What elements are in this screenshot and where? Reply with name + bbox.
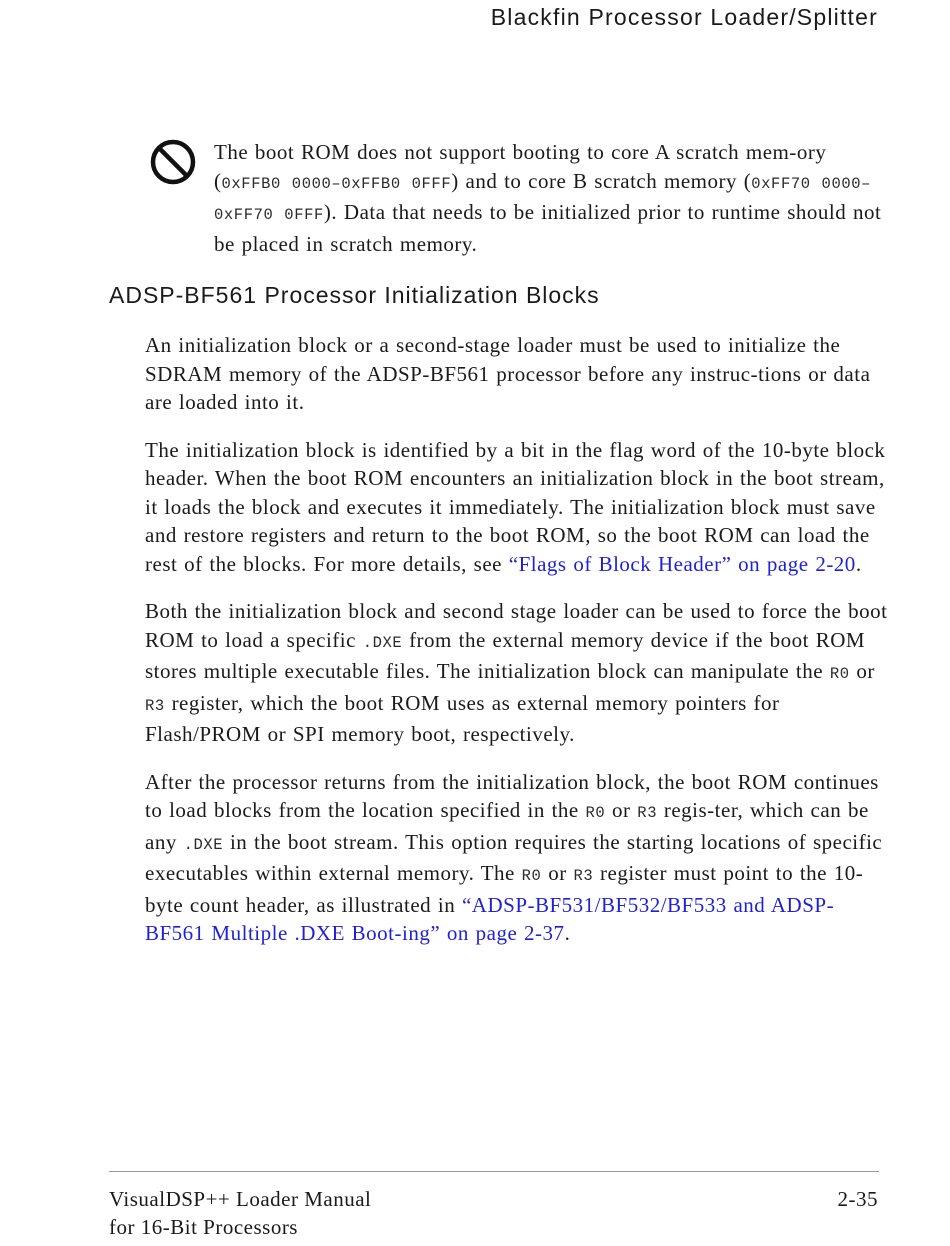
footer-line-2: for 16-Bit Processors: [109, 1215, 298, 1239]
caution-icon: [148, 137, 198, 187]
section-heading: ADSP-BF561 Processor Initialization Blocks: [109, 282, 600, 308]
footer-manual-title: [109, 1185, 371, 1241]
paragraph-text: or: [541, 861, 574, 885]
paragraph-text: Both the initialization block and second stage loader can be used to force the boot ROM to load a specific: [145, 599, 888, 652]
paragraph-4: [145, 768, 890, 948]
caution-note: [214, 138, 894, 258]
link-flags-of-block-header[interactable]: “Flags of Block Header” on page 2-20: [508, 551, 856, 576]
paragraph-text: After the processor returns from the initialization block, the boot ROM continues to load blocks from the location specified in the: [145, 769, 879, 822]
paragraph-text: regis-ter, which can be any: [145, 798, 869, 854]
code-r0: R0: [829, 665, 850, 683]
running-header: Blackfin Processor Loader/Splitter: [490, 4, 878, 30]
code-r0: R0: [585, 804, 606, 822]
code-r3: R3: [145, 696, 165, 715]
paragraph-text: from the external memory device if the boot ROM stores multiple executable files. The initialization block can manipulate the: [145, 627, 866, 683]
code-address-range: 0xFF70 0000–0xFF70 0FFF: [214, 174, 872, 224]
code-dxe: .DXE: [183, 835, 224, 854]
paragraph-1: An initialization block or a second-stage loader must be used to initialize the SDRAM memory of the ADSP-BF561 processor before any instruc-tions or data are loaded into it.: [145, 333, 871, 414]
paragraph-2: [145, 436, 890, 579]
code-r3: R3: [637, 804, 658, 822]
paragraph-text: register must point to the 10-byte count header, as illustrated in: [145, 861, 864, 917]
paragraph-text: .: [855, 551, 862, 576]
paragraph-text: .: [564, 921, 571, 945]
paragraph-text: or: [605, 798, 638, 822]
footer-line-1: VisualDSP++ Loader Manual: [109, 1187, 372, 1211]
body-text: [145, 331, 890, 967]
code-dxe: .DXE: [362, 633, 403, 652]
note-text: The boot ROM does not support booting to core A scratch mem-ory (: [214, 140, 827, 193]
page-number: 2-35: [837, 1187, 878, 1211]
code-r3: R3: [573, 867, 594, 885]
footer-divider: [109, 1171, 879, 1172]
note-text: ). Data that needs to be initialized prior to runtime should not be placed in scratch memory.: [214, 200, 882, 256]
paragraph-text: register, which the boot ROM uses as external memory pointers for Flash/PROM or SPI memory boot, respectively.: [145, 690, 780, 746]
paragraph-text: The initialization block is identified by a bit in the flag word of the 10-byte block header. When the boot ROM encounters an initialization block in the boot stream, it loads the block and executes it immediately. The initialization block must save and restore registers and return to the boot ROM, so the boot ROM can load the rest of the blocks. For more details, see: [145, 437, 886, 576]
link-multiple-dxe-booting[interactable]: “ADSP-BF531/BF532/BF533 and ADSP-BF561 Multiple .DXE Boot-ing” on page 2-37: [145, 892, 835, 945]
code-address-range: 0xFFB0 0000–0xFFB0 0FFF: [221, 174, 452, 193]
paragraph-text: or: [849, 659, 875, 683]
note-text: ) and to core B scratch memory (: [451, 168, 752, 193]
paragraph-3: [145, 597, 890, 749]
code-r0: R0: [521, 867, 542, 885]
paragraph-text: in the boot stream. This option requires the starting locations of specific executables within external memory. The: [145, 829, 883, 885]
